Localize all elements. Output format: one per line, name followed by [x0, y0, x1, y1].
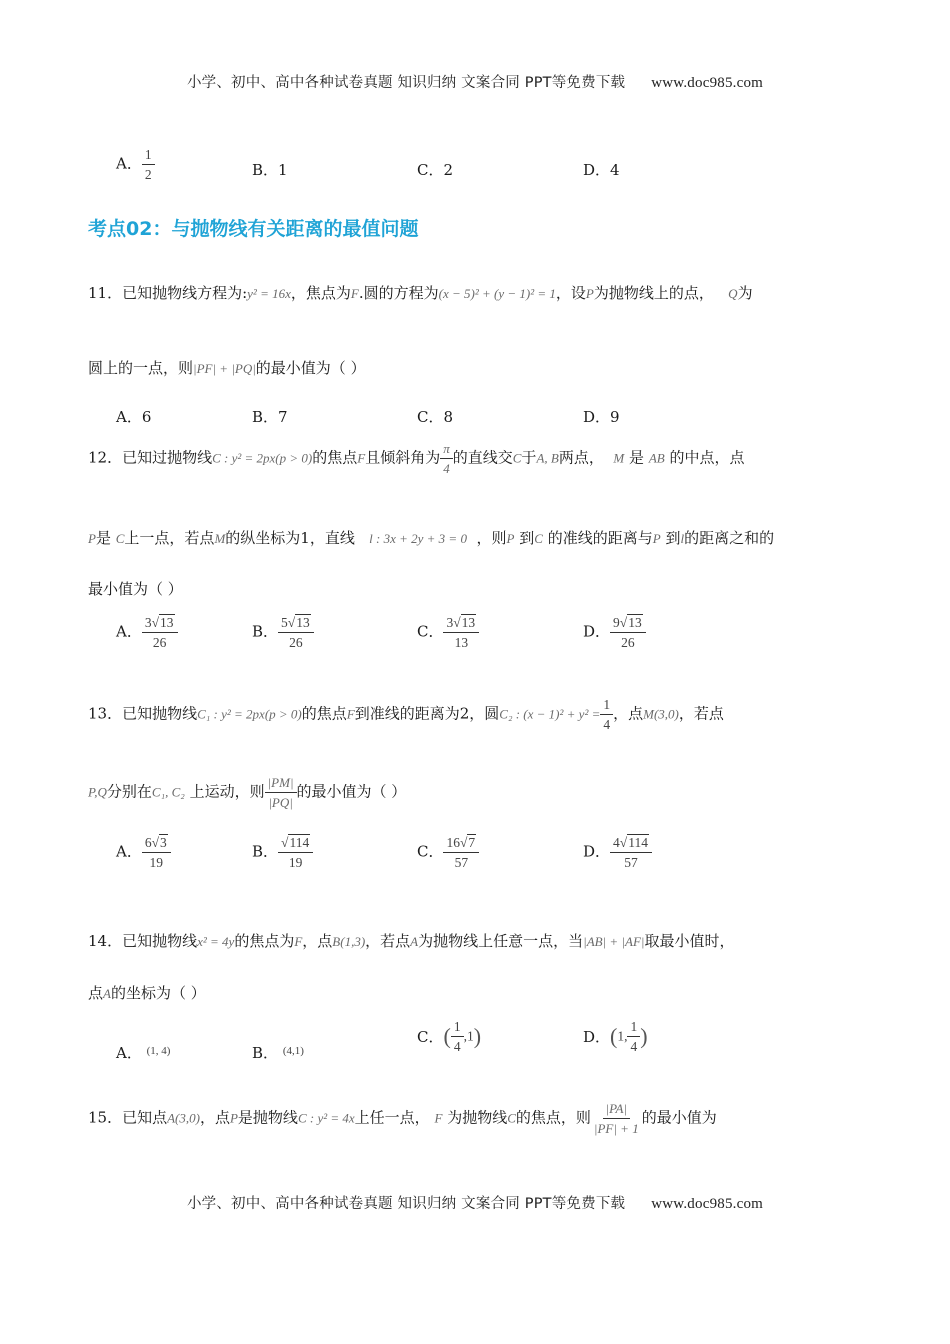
q14-line-1 — [88, 930, 735, 951]
math: F — [350, 286, 359, 301]
text: 为抛物线 — [447, 1108, 508, 1127]
text: 12．已知过抛物线 — [88, 448, 213, 467]
radicand: 13 — [160, 615, 174, 630]
frac-den: 26 — [289, 635, 303, 650]
text: 是 — [629, 448, 645, 467]
math: C₂ : (x − 1)² + y² = — [499, 706, 601, 722]
frac-den: 4 — [603, 717, 611, 732]
radicand: 114 — [628, 835, 648, 850]
text: 的最小值为（ ） — [255, 359, 366, 377]
frac-num — [278, 614, 314, 633]
option-label: B． — [252, 1044, 279, 1062]
sqrt: √114 — [619, 835, 648, 850]
footer-site-link[interactable]: www.doc985.com — [651, 1196, 764, 1212]
option-label: C． — [417, 1028, 444, 1046]
text: 11．已知抛物线方程为: — [88, 284, 248, 302]
q13-option-c[interactable] — [417, 834, 479, 871]
text: ，若点 — [678, 704, 724, 723]
q13-option-d[interactable] — [583, 834, 652, 871]
q11-option-b[interactable]: B．7 — [252, 408, 288, 426]
text: 的坐标为（ ） — [110, 984, 206, 1002]
math: F — [346, 706, 355, 722]
text: 到 — [665, 529, 681, 547]
radicand: 13 — [461, 615, 476, 630]
fraction — [591, 1100, 642, 1137]
radicand: 3 — [160, 835, 167, 850]
frac-den: 19 — [149, 855, 164, 870]
text: 上运动，则 — [189, 782, 265, 801]
header-site-link[interactable]: www.doc985.com — [651, 75, 764, 91]
text: 为抛物线上任意一点，当 — [418, 932, 584, 950]
text: 点 — [88, 984, 104, 1002]
option-value: ,1 — [463, 1028, 474, 1044]
sqrt: √13 — [151, 615, 174, 630]
q12-option-a[interactable] — [116, 614, 178, 651]
frac-num — [278, 834, 313, 853]
option-label: A． — [116, 1044, 142, 1062]
fraction — [278, 614, 314, 651]
coef: 4 — [613, 835, 620, 850]
math: C : y² = 4x — [297, 1110, 355, 1126]
text: 14．已知抛物线 — [88, 932, 198, 950]
math: P — [506, 531, 515, 546]
frac-num: 1 — [627, 1018, 640, 1037]
text: 的焦点为 — [234, 932, 295, 950]
text: 且倾斜角为 — [365, 448, 441, 467]
frac-num — [443, 614, 479, 633]
math: (x − 5)² + (y − 1)² = 1 — [438, 286, 556, 301]
text: .圆的方程为 — [358, 284, 439, 302]
text: 是 — [95, 529, 111, 547]
math: l : 3x + 2y + 3 = 0 — [369, 531, 467, 546]
option-label: B． — [252, 842, 279, 861]
frac-num: 1 — [451, 1018, 464, 1037]
q12-option-b[interactable] — [252, 614, 314, 651]
right-paren-icon: ) — [473, 1023, 482, 1049]
frac-num — [610, 834, 652, 853]
math: A — [410, 934, 419, 949]
fraction — [443, 834, 479, 871]
frac-den: 26 — [152, 635, 167, 650]
text: ，若点 — [365, 932, 411, 950]
radicand: 7 — [468, 835, 476, 850]
q11-option-a[interactable]: A．6 — [116, 408, 152, 426]
option-label: D． — [583, 1028, 611, 1046]
frac-den: 4 — [443, 461, 450, 476]
text: 的焦点，则 — [515, 1108, 591, 1127]
text: ，点 — [613, 704, 644, 723]
math: P — [652, 531, 661, 546]
coef: 6 — [144, 835, 152, 850]
text: 上一点，若点 — [124, 529, 215, 547]
q12-option-d[interactable] — [583, 614, 646, 651]
frac-den: 4 — [630, 1039, 638, 1054]
fraction — [451, 1018, 464, 1055]
text: 的直线交 — [452, 448, 513, 467]
math: C — [115, 531, 125, 546]
fraction — [443, 614, 479, 651]
q11-option-c[interactable]: C．8 — [417, 408, 454, 426]
q13-line-2 — [88, 774, 406, 811]
text: 的纵坐标为1，直线 — [225, 529, 355, 547]
math: Q — [728, 286, 738, 301]
coef: 3 — [446, 615, 454, 630]
math: M(3,0) — [643, 706, 679, 722]
fraction — [142, 614, 178, 651]
math: B(1,3) — [332, 934, 366, 949]
option-value: (4,1) — [282, 1045, 304, 1057]
frac-den: 57 — [624, 855, 638, 870]
frac-den: 2 — [144, 167, 152, 182]
q12-option-c[interactable] — [417, 614, 479, 651]
section-title: 考点02：与抛物线有关距离的最值问题 — [88, 218, 419, 240]
text: 圆上的一点，则 — [88, 359, 194, 377]
frac-den: |PF| + 1 — [593, 1121, 639, 1136]
math: C — [512, 450, 522, 466]
frac-num: 1 — [142, 146, 155, 165]
text: 于 — [521, 448, 537, 467]
option-value: (1, 4) — [146, 1045, 171, 1057]
q14-option-a[interactable] — [116, 1042, 170, 1063]
q13-option-a[interactable] — [116, 834, 171, 871]
text: 的距离之和的 — [684, 529, 775, 547]
math: |PF| + |PQ| — [193, 361, 256, 376]
math: l — [680, 531, 685, 546]
math: P — [585, 286, 594, 301]
q12-line-2 — [88, 527, 774, 548]
frac-den: 19 — [288, 855, 303, 870]
option-label: C． — [417, 622, 444, 641]
fraction — [600, 696, 613, 733]
radicand: 13 — [628, 615, 642, 630]
prev-option-d[interactable]: D．4 — [583, 161, 620, 179]
prev-option-b[interactable]: B．1 — [252, 161, 288, 179]
header-text: 小学、初中、高中各种试卷真题 知识归纳 文案合同 PPT等免费下载 — [186, 75, 626, 91]
coef: 3 — [144, 615, 152, 630]
frac-num: 1 — [600, 696, 613, 715]
sqrt: √7 — [459, 835, 476, 850]
option-value: 1, — [617, 1028, 628, 1044]
math: A, B — [536, 450, 559, 466]
frac-den: 4 — [453, 1039, 461, 1054]
sqrt: √114 — [281, 835, 310, 850]
text: 的准线的距离与 — [547, 529, 653, 547]
text: 15．已知点 — [88, 1108, 168, 1127]
q14-option-d[interactable] — [583, 1018, 648, 1055]
text: 的焦点 — [301, 704, 347, 723]
left-paren-icon: ( — [443, 1023, 451, 1049]
text: ，点 — [199, 1108, 230, 1127]
frac-num: |PA| — [603, 1100, 630, 1119]
frac-num: π — [440, 440, 453, 459]
math: C₁ : y² = 2px(p > 0) — [197, 706, 302, 722]
option-label: D． — [583, 842, 611, 861]
math: M — [214, 531, 226, 546]
fraction — [278, 834, 313, 871]
text: 的最小值为 — [641, 1108, 717, 1127]
math: x² = 4y — [197, 934, 235, 949]
q13-option-b[interactable] — [252, 834, 313, 871]
option-label: A． — [116, 622, 142, 641]
math: |AB| + |AF| — [583, 934, 645, 949]
frac-den: 13 — [454, 635, 469, 650]
radicand: 114 — [289, 835, 310, 850]
text: 上任一点， — [354, 1108, 430, 1127]
math: F — [294, 934, 303, 949]
q14-option-b[interactable] — [252, 1042, 304, 1063]
sqrt: √13 — [453, 615, 476, 630]
fraction — [142, 834, 171, 871]
frac-num — [443, 834, 479, 853]
math: A(3,0) — [167, 1110, 200, 1126]
text: 是抛物线 — [237, 1108, 298, 1127]
math: C — [534, 531, 543, 546]
radicand: 13 — [296, 615, 310, 630]
text: 分别在 — [106, 782, 152, 801]
q14-option-c[interactable] — [417, 1018, 481, 1055]
text: 的焦点 — [312, 448, 358, 467]
q13-line-1 — [88, 696, 724, 733]
math: y² = 16x — [247, 286, 291, 301]
text: 取最小值时， — [644, 932, 735, 950]
text: 到准线的距离为2，圆 — [354, 704, 500, 723]
q15-line-1 — [88, 1100, 717, 1137]
math: M — [613, 450, 625, 466]
option-label: A． — [116, 154, 142, 173]
prev-option-c[interactable]: C．2 — [417, 161, 454, 179]
q12-line-3: 最小值为（ ） — [88, 580, 183, 598]
sqrt: √13 — [619, 615, 642, 630]
coef: 16 — [446, 835, 460, 850]
text: ，点 — [302, 932, 333, 950]
text: 的中点，点 — [669, 448, 745, 467]
math: A — [103, 986, 111, 1001]
math: C : y² = 2px(p > 0) — [212, 450, 313, 466]
frac-den: 26 — [621, 635, 635, 650]
frac-den: 57 — [454, 855, 469, 870]
math: C — [507, 1110, 516, 1126]
footer-text: 小学、初中、高中各种试卷真题 知识归纳 文案合同 PPT等免费下载 — [186, 1196, 626, 1212]
option-label: C． — [417, 842, 444, 861]
text: 的最小值为（ ） — [296, 782, 407, 801]
left-paren-icon: ( — [610, 1023, 618, 1049]
fraction — [610, 834, 652, 871]
q11-line-1 — [88, 282, 753, 303]
text: ，设 — [555, 284, 586, 302]
right-paren-icon: ) — [640, 1023, 648, 1049]
q12-line-1 — [88, 440, 745, 477]
text: 为 — [737, 284, 753, 302]
math: P — [229, 1110, 238, 1126]
math: C₁, C₂ — [151, 784, 185, 800]
coef: 5 — [281, 615, 288, 630]
text: ，焦点为 — [290, 284, 351, 302]
prev-option-a[interactable] — [116, 146, 155, 183]
fraction — [610, 614, 646, 651]
q11-option-d[interactable]: D．9 — [583, 408, 620, 426]
frac-den: |PQ| — [268, 795, 293, 810]
math: P,Q — [88, 784, 107, 800]
frac-num: |PM| — [265, 774, 297, 793]
frac-num — [142, 614, 178, 633]
option-label: A． — [116, 842, 142, 861]
option-label: B． — [252, 622, 279, 641]
frac-num — [610, 614, 646, 633]
frac-num — [142, 834, 171, 853]
math: F — [357, 450, 366, 466]
text: 两点， — [558, 448, 604, 467]
math: AB — [648, 450, 665, 466]
fraction — [142, 146, 155, 183]
sqrt: √3 — [151, 835, 167, 850]
text: ，则 — [476, 529, 507, 547]
math: F — [434, 1110, 443, 1126]
text: 为抛物线上的点， — [593, 284, 714, 302]
fraction — [627, 1018, 640, 1055]
fraction — [440, 440, 453, 477]
q14-line-2 — [88, 982, 206, 1003]
sqrt: √13 — [287, 615, 310, 630]
text: 13．已知抛物线 — [88, 704, 198, 723]
page-footer — [0, 1192, 950, 1213]
q11-line-2 — [88, 357, 366, 378]
coef: 9 — [613, 615, 620, 630]
option-label: D． — [583, 622, 611, 641]
fraction — [265, 774, 297, 811]
math: P — [88, 531, 96, 546]
text: 到 — [519, 529, 535, 547]
page-header — [0, 71, 950, 92]
